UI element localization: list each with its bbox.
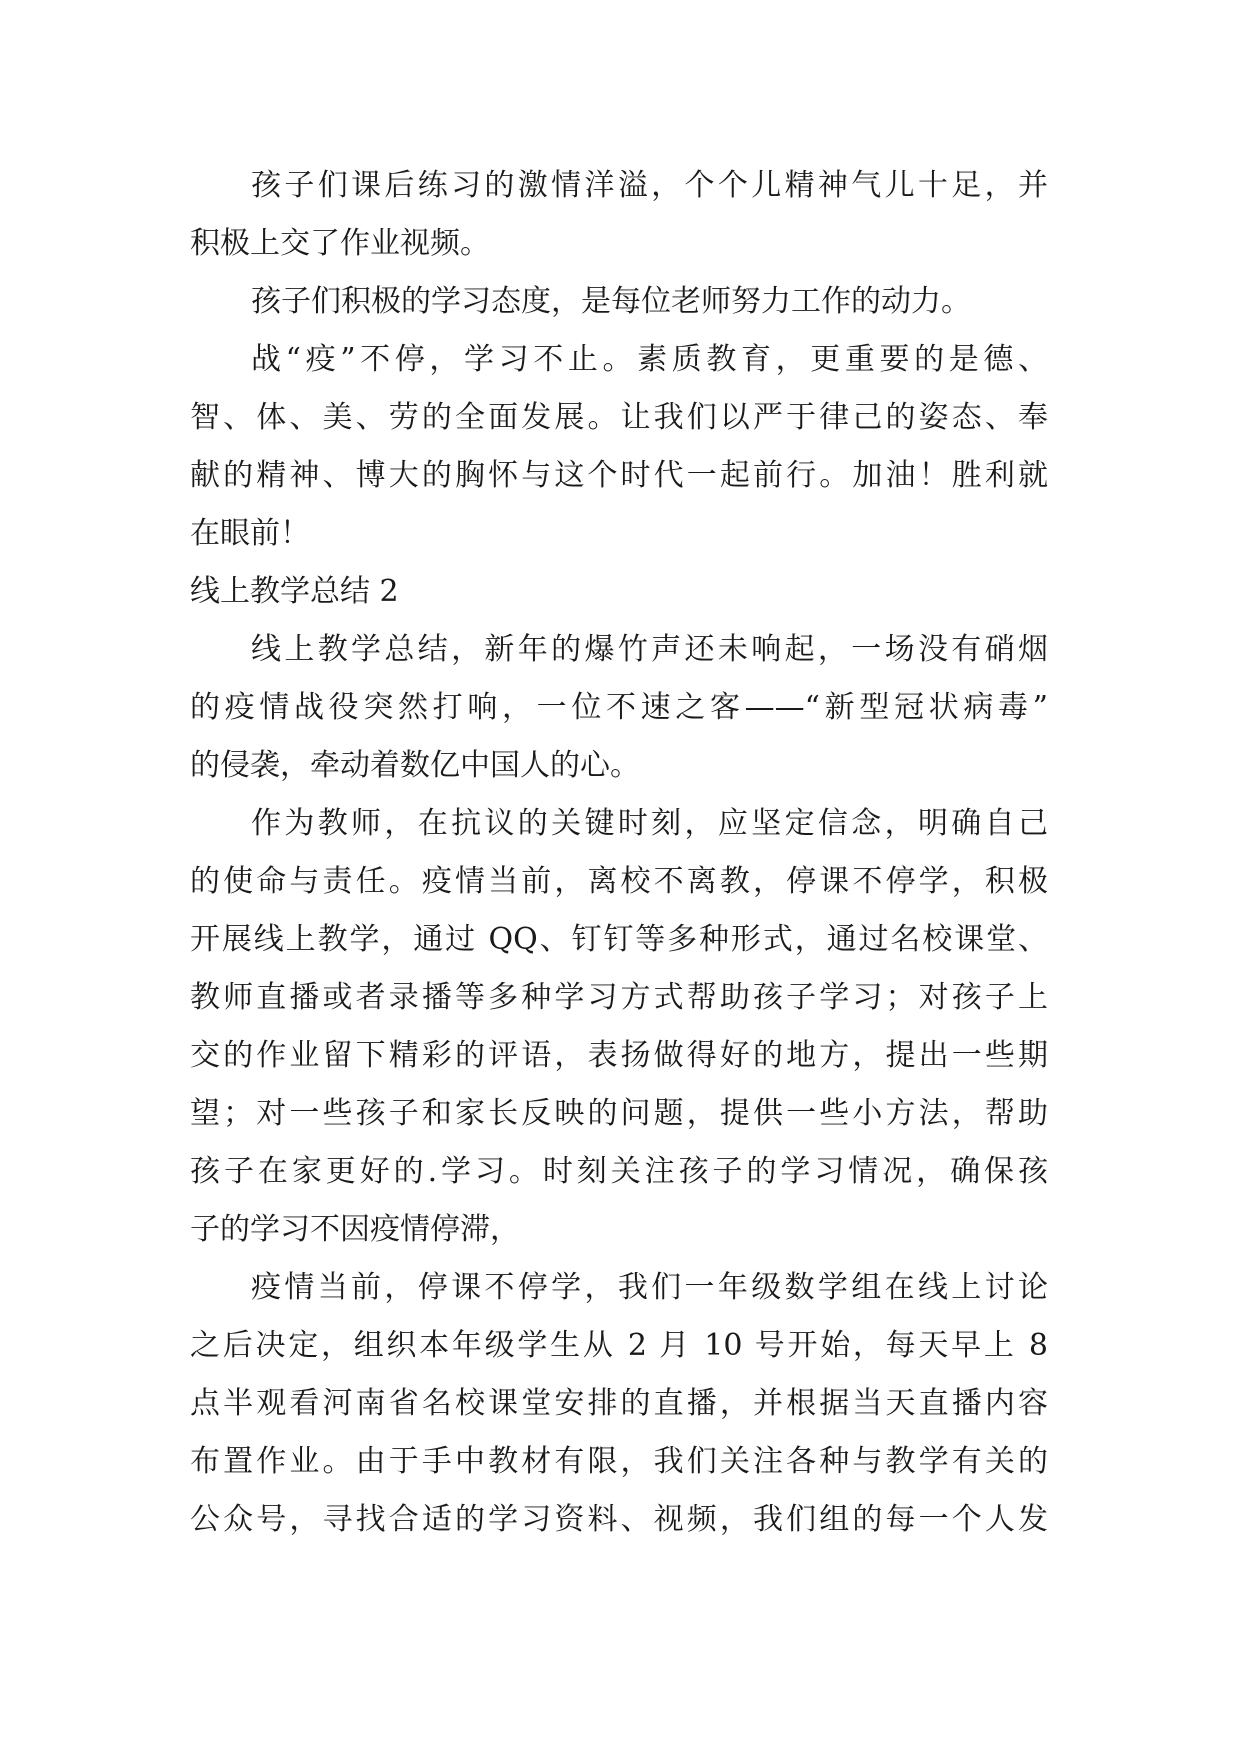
paragraph-line: 的侵袭，牵动着数亿中国人的心。: [190, 748, 640, 783]
paragraph-line: 孩子们课后练习的激情洋溢，个个儿精神气儿十足，并: [251, 168, 1048, 203]
paragraph-line: 子的学习不因疫情停滞，: [190, 1212, 520, 1247]
paragraph-line: 公众号，寻找合适的学习资料、视频，我们组的每一个人发: [190, 1502, 1048, 1537]
paragraph-line: 作为教师，在抗议的关键时刻，应坚定信念，明确自己: [251, 806, 1048, 841]
paragraph-line: 教师直播或者录播等多种学习方式帮助孩子学习；对孩子上: [190, 980, 1048, 1015]
paragraph-line: 的疫情战役突然打响，一位不速之客——“新型冠状病毒”: [190, 690, 1048, 725]
paragraph-line: 布置作业。由于手中教材有限，我们关注各种与教学有关的: [190, 1444, 1048, 1479]
paragraph-line: 在眼前！: [190, 516, 310, 551]
paragraph-line: 孩子在家更好的.学习。时刻关注孩子的学习情况，确保孩: [190, 1154, 1048, 1189]
paragraph-line: 点半观看河南省名校课堂安排的直播，并根据当天直播内容: [190, 1386, 1048, 1421]
paragraph-line: 的使命与责任。疫情当前，离校不离教，停课不停学，积极: [190, 864, 1048, 899]
paragraph-line: 战“疫”不停，学习不止。素质教育，更重要的是德、: [251, 342, 1048, 377]
section-heading: 线上教学总结 2: [190, 574, 399, 609]
paragraph-line: 开展线上教学，通过 QQ、钉钉等多种形式，通过名校课堂、: [190, 922, 1048, 957]
paragraph-line: 积极上交了作业视频。: [190, 226, 490, 261]
paragraph-line: 交的作业留下精彩的评语，表扬做得好的地方，提出一些期: [190, 1038, 1048, 1073]
paragraph-line: 望；对一些孩子和家长反映的问题，提供一些小方法，帮助: [190, 1096, 1048, 1131]
paragraph-line: 献的精神、博大的胸怀与这个时代一起前行。加油！胜利就: [190, 458, 1048, 493]
paragraph-line: 孩子们积极的学习态度，是每位老师努力工作的动力。: [251, 284, 971, 319]
paragraph-line: 智、体、美、劳的全面发展。让我们以严于律己的姿态、奉: [190, 400, 1048, 435]
paragraph-line: 之后决定，组织本年级学生从 2 月 10 号开始，每天早上 8: [190, 1328, 1048, 1363]
paragraph-line: 疫情当前，停课不停学，我们一年级数学组在线上讨论: [251, 1270, 1048, 1305]
paragraph-line: 线上教学总结，新年的爆竹声还未响起，一场没有硝烟: [251, 632, 1048, 667]
